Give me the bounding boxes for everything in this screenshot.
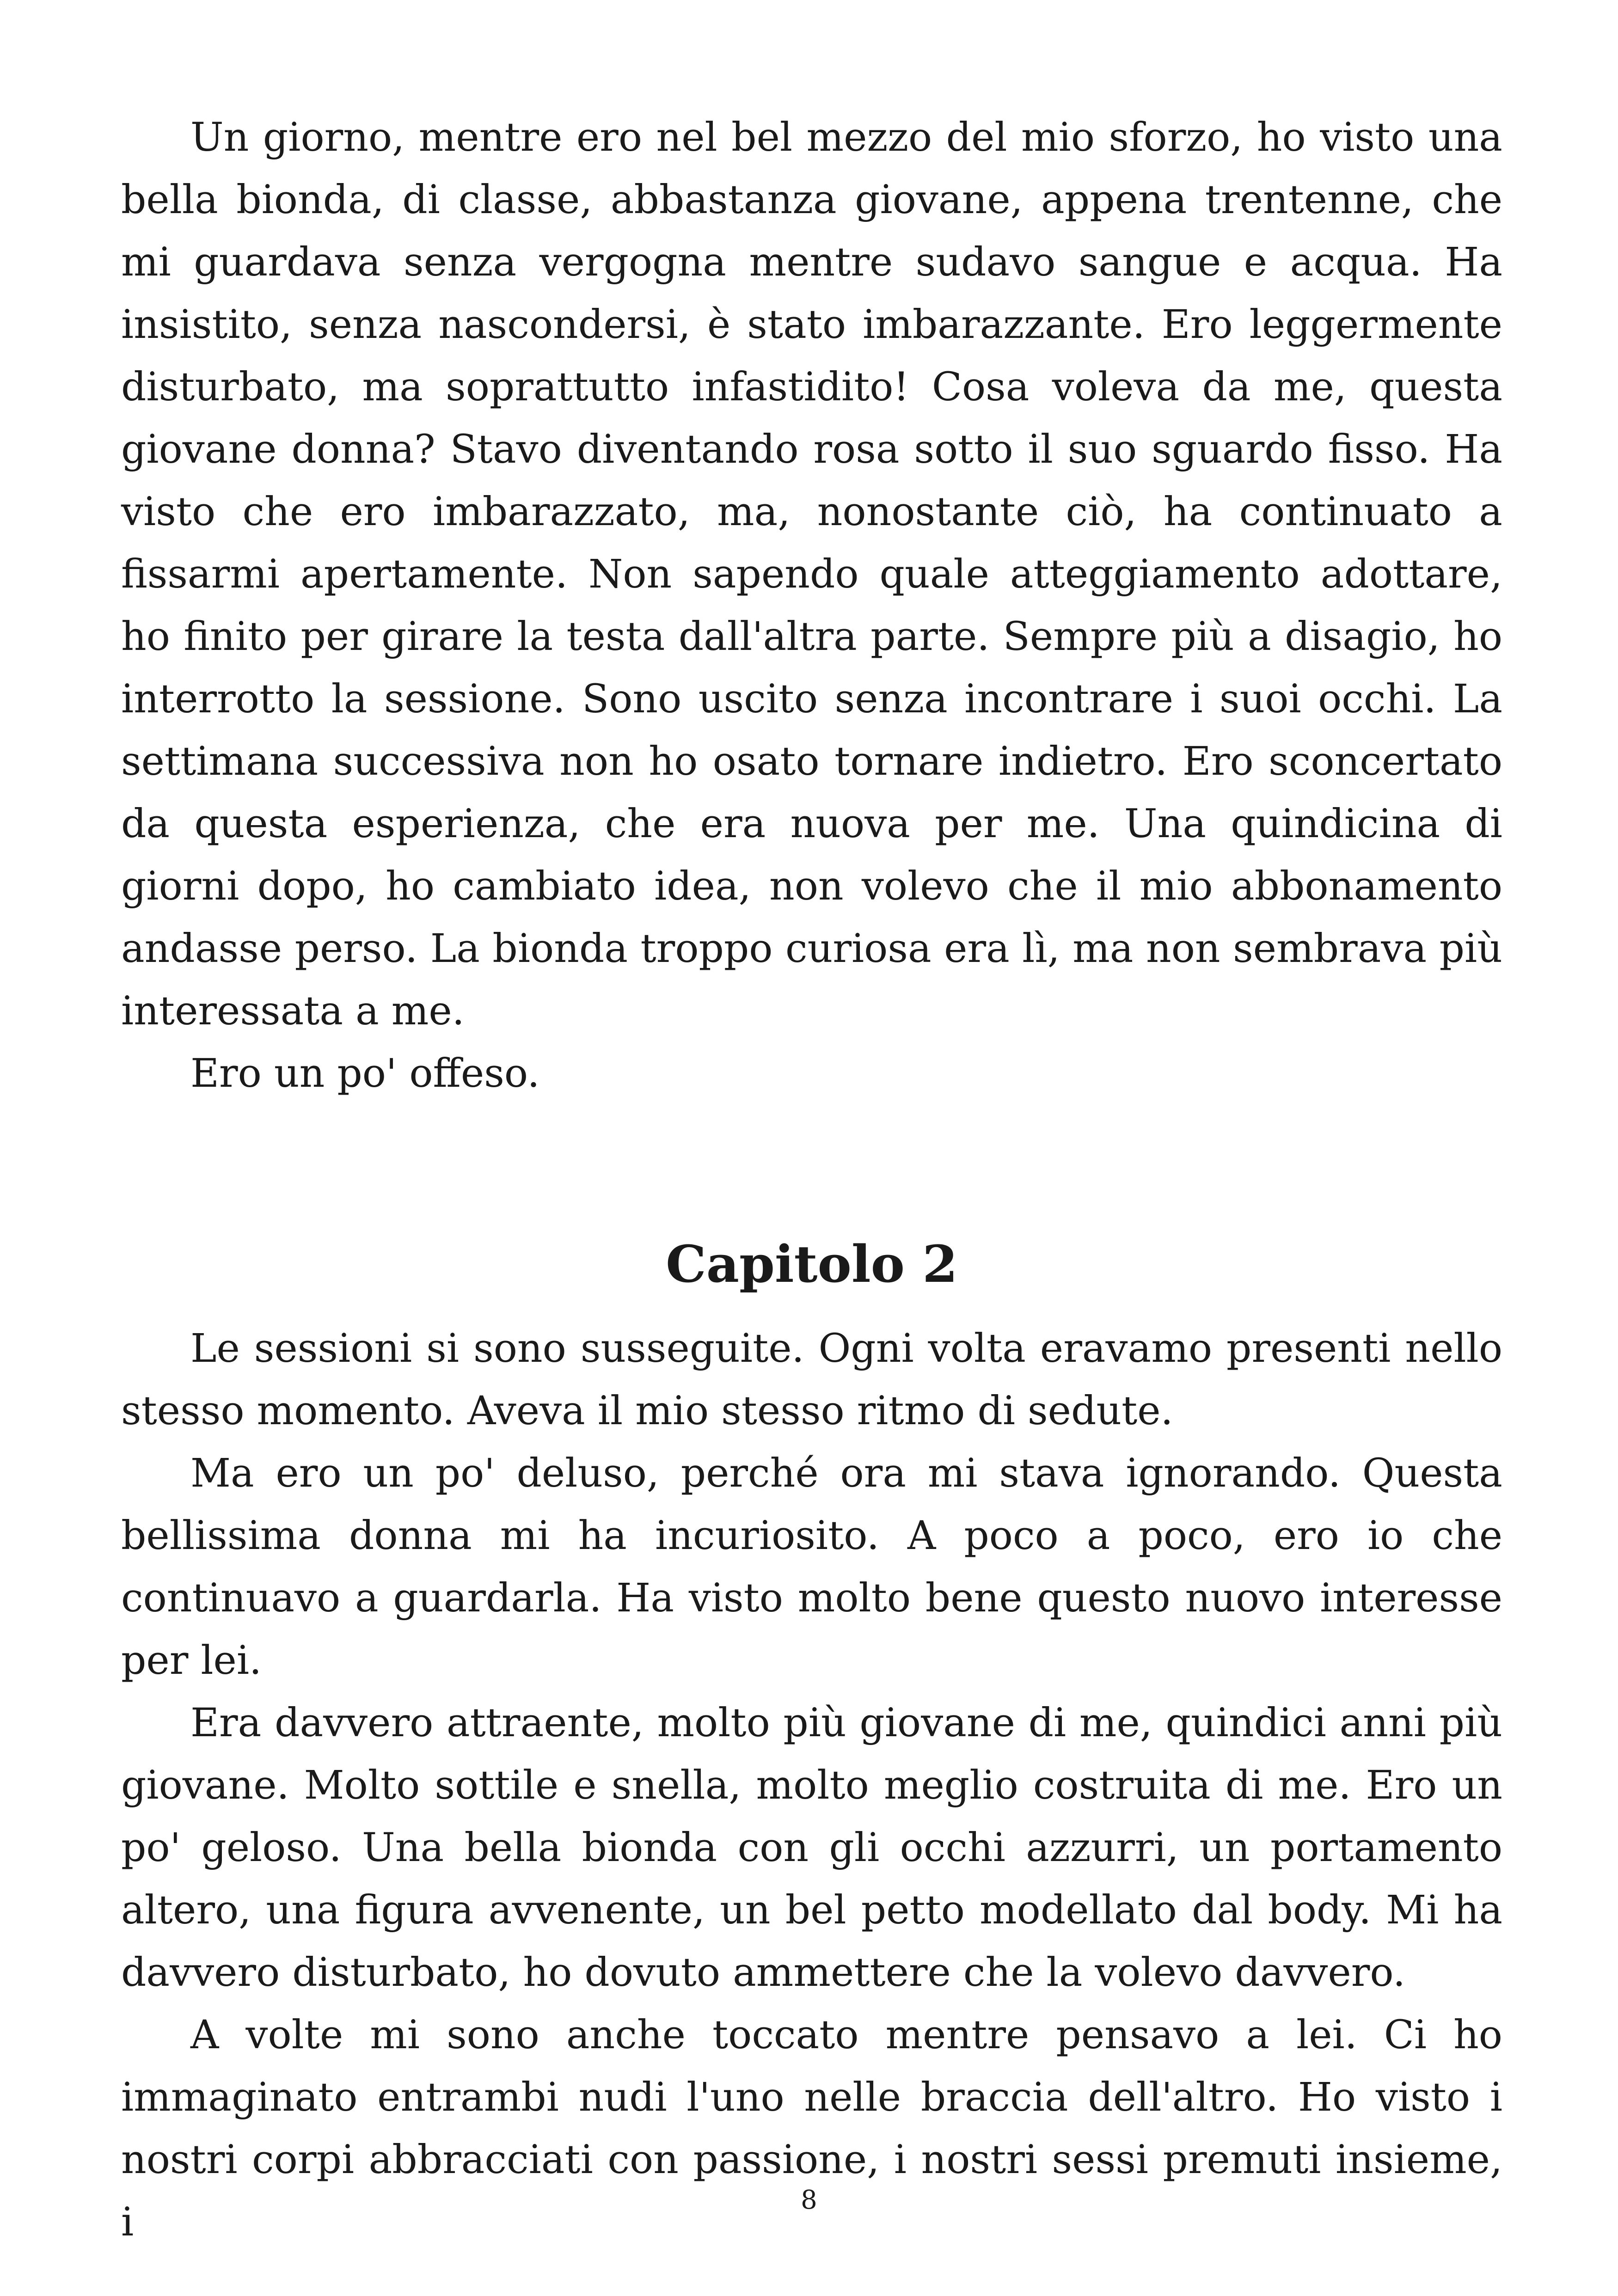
chapter-spacer bbox=[121, 1105, 1502, 1230]
paragraph: Era davvero attraente, molto più giovane di me, quindici anni più giovane. Molto sottile e snella, molto meglio costruita di me. Ero un po' geloso. Una bella bionda con gli occhi azzurri, un portamento altero, una figura avvenente, un bel petto modellato dal body. Mi ha davvero disturbato, ho dovuto ammettere che la volevo davvero. bbox=[121, 1700, 1502, 1996]
page-body bbox=[121, 106, 1502, 2253]
paragraph: A volte mi sono anche toccato mentre pensavo a lei. Ci ho immaginato entrambi nudi l'uno nelle braccia dell'altro. Ho visto i nostri corpi abbracciati con passione, i nostri sessi premuti insieme, i bbox=[121, 2012, 1502, 2245]
paragraph: Le sessioni si sono susseguite. Ogni volta eravamo presenti nello stesso momento. Aveva il mio stesso ritmo di sedute. bbox=[121, 1326, 1502, 1434]
paragraph: Un giorno, mentre ero nel bel mezzo del mio sforzo, ho visto una bella bionda, di classe, abbastanza giovane, appena trentenne, che mi guardava senza vergogna mentre sudavo sangue e acqua. Ha insistito, senza nascondersi, è stato imbarazzante. Ero leggermente disturbato, ma soprattutto infastidito! Cosa voleva da me, questa giovane donna? Stavo diventando rosa sotto il suo sguardo fisso. Ha visto che ero imbarazzato, ma, nonostante ciò, ha continuato a fissarmi apertamente. Non sapendo quale atteggiamento adottare, ho finito per girare la testa dall'altra parte. Sempre più a disagio, ho interrotto la sessione. Sono uscito senza incontrare i suoi occhi. La settimana successiva non ho osato tornare indietro. Ero sconcertato da questa esperienza, che era nuova per me. Una quindicina di giorni dopo, ho cambiato idea, non volevo che il mio abbonamento andasse perso. La bionda troppo curiosa era lì, ma non sembrava più interessata a me. bbox=[121, 115, 1502, 1034]
chapter-title: Capitolo 2 bbox=[666, 1234, 958, 1294]
paragraph: Ma ero un po' deluso, perché ora mi stava ignorando. Questa bellissima donna mi ha incuriosito. A poco a poco, ero io che continuavo a guardarla. Ha visto molto bene questo nuovo interesse per lei. bbox=[121, 1451, 1502, 1684]
page-number: 8 bbox=[801, 2185, 817, 2215]
paragraph: Ero un po' offeso. bbox=[190, 1051, 540, 1096]
